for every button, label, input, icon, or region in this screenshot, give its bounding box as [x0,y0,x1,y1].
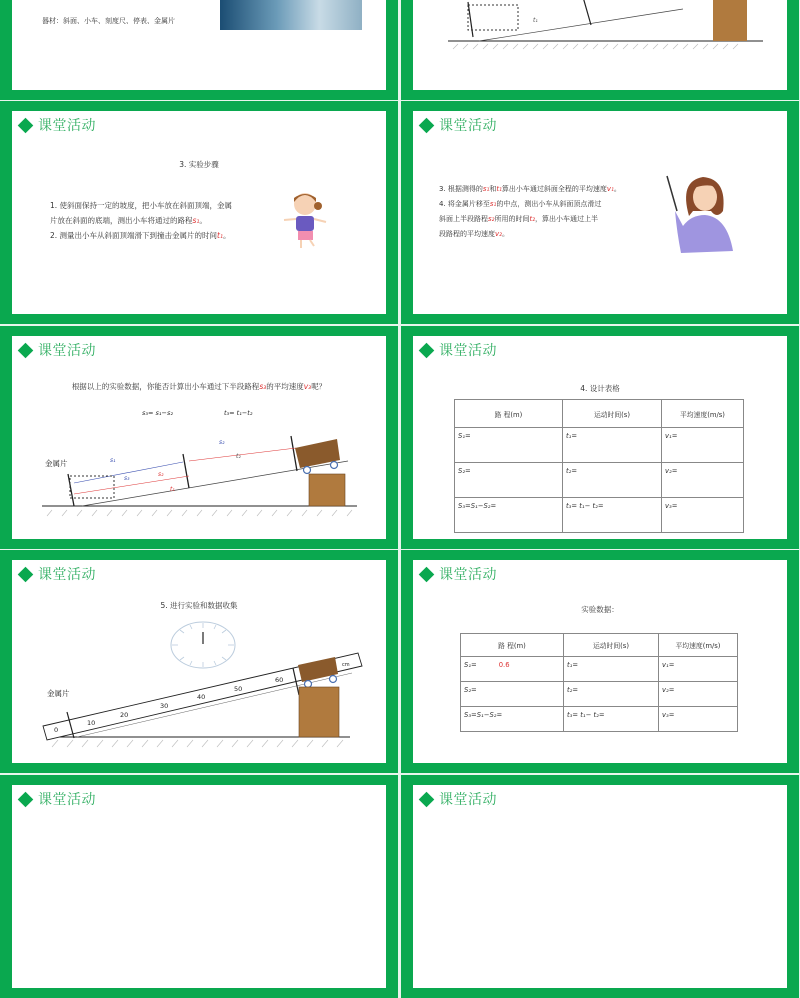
slide-header [419,789,497,809]
svg-text:50: 50 [234,685,243,693]
col-header: 路 程(m) [455,400,563,428]
slide-header [419,115,497,135]
svg-text:30: 30 [160,702,169,710]
materials-text: 器材：斜面、小车、刻度尺、停表、金属片 [42,17,175,25]
header-title: 课堂活动 [439,118,497,134]
svg-text:0: 0 [54,726,59,734]
slide-incline-top[interactable] [401,0,799,100]
incline-diagram [413,0,787,90]
svg-text:s₂: s₂ [158,471,164,478]
header-title: 课堂活动 [439,567,497,583]
slide-question[interactable] [0,326,398,549]
steps-text: 3. 根据测得的s₁和t₁算出小车通过斜面全程的平均速度v₁。 4. 将金属片移至s₁的中点，测出小车从斜面顶点滑过 斜面上半段路程s₂所用的时间t₂，算出小车通过上半 段路程的平均速度v₂。 [439,185,621,238]
slide-experiment[interactable] [0,550,398,773]
slide-steps[interactable] [0,101,398,324]
incline-diagram [12,336,386,539]
teacher-cartoon-illustration [661,171,741,261]
slide-table-design[interactable] [401,326,799,549]
diamond-icon [419,342,435,358]
slide-data[interactable] [401,550,799,773]
slide-header [18,789,96,809]
col-header: 平均速度(m/s) [662,400,744,428]
ocean-wave-photo [220,0,362,30]
header-title: 课堂活动 [38,792,96,808]
subtitle: 3. 实验步骤 [179,160,219,169]
subtitle: 实验数据： [581,605,619,614]
header-title: 课堂活动 [439,343,497,359]
formula-s3: s₃= s₁−s₂ [142,409,173,417]
header-title: 课堂活动 [38,567,96,583]
svg-text:cm: cm [342,662,350,668]
svg-text:s₃: s₃ [124,475,130,482]
header-title: 课堂活动 [38,343,96,359]
table-row: S₂= t₂= v₂= [455,463,744,498]
header-title: 课堂活动 [439,792,497,808]
ruler-incline-diagram [12,560,386,763]
svg-text:40: 40 [197,693,206,701]
svg-text:60: 60 [275,676,284,684]
diamond-icon [419,117,435,133]
svg-text:t₂: t₂ [236,453,241,460]
table-row: S₃=S₁−S₂= t₃= t₁− t₂= v₃= [455,498,744,533]
steps-text: 1. 使斜面保持一定的坡度，把小车放在斜面顶端，金属 片放在斜面的底端，测出小车将通过的路程s₁。 2. 测量出小车从斜面顶端滑下到撞击金属片的时间t₁。 [50,201,233,240]
diamond-icon [18,117,34,133]
metal-plate-label: 金属片 [45,459,68,468]
col-header: 路 程(m) [461,634,564,657]
s1-value: 0.6 [498,661,510,669]
subtitle: 4. 设计表格 [580,384,620,393]
table-row: S₁= 0.6 t₁= v₁= [461,657,738,682]
header-title: 课堂活动 [38,118,96,134]
table-row: S₃=S₁−S₂= t₃= t₁− t₂= v₃= [461,707,738,732]
diamond-icon [18,791,34,807]
svg-text:s₂: s₂ [219,439,225,446]
slide-materials[interactable] [0,0,398,100]
table-row: S₂= t₂= v₂= [461,682,738,707]
design-table [454,399,744,533]
svg-text:20: 20 [120,711,129,719]
col-header: 平均速度(m/s) [659,634,738,657]
girl-cartoon-illustration [280,188,330,253]
col-header: 运动时间(s) [563,400,662,428]
svg-text:10: 10 [87,719,96,727]
formula-t3: t₃= t₁−t₂ [224,409,253,417]
svg-text:s₁: s₁ [110,457,116,464]
diamond-icon [419,566,435,582]
data-table [460,633,738,732]
question-text: 根据以上的实验数据，你能否计算出小车通过下半段路程s₃的平均速度v₃呢？ [71,382,327,391]
subtitle: 5. 进行实验和数据收集 [160,601,238,610]
diamond-icon [419,791,435,807]
table-row: S₁= t₁= v₁= [455,428,744,463]
svg-text:t₁: t₁ [170,486,175,493]
slide-header [419,340,497,360]
metal-plate-label: 金属片 [47,689,70,698]
col-header: 运动时间(s) [564,634,659,657]
slide-header [419,564,497,584]
slide-partial-right[interactable] [401,775,799,998]
slide-steps-2[interactable] [401,101,799,324]
slide-partial-left[interactable] [0,775,398,998]
slide-header [18,115,96,135]
svg-text:t₁: t₁ [533,17,538,24]
